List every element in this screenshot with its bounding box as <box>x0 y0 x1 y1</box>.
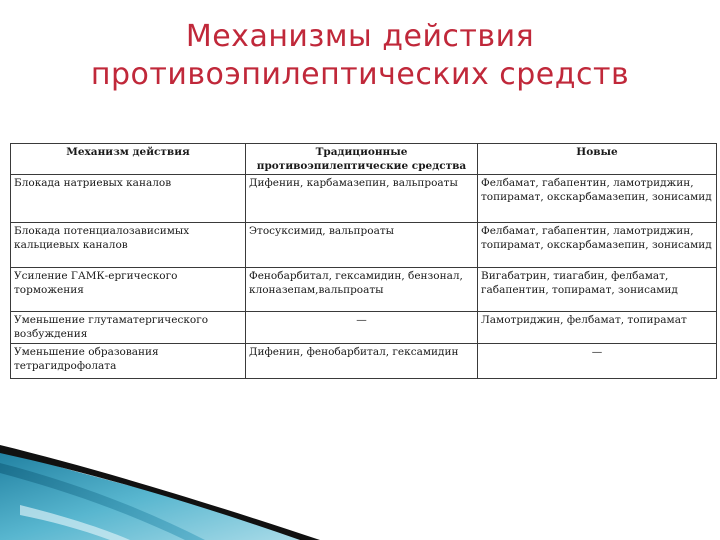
cell-new: Вигабатрин, тиагабин, фелбамат, габапентин, топирамат, зонисамид <box>478 267 717 311</box>
header-mechanism: Механизм действия <box>11 144 246 175</box>
title-line-1: Механизмы действия <box>185 19 535 54</box>
table-row <box>11 175 717 223</box>
cell-mechanism: Блокада потенциалозависимых кальциевых каналов <box>11 223 246 267</box>
cell-traditional: Этосуксимид, вальпроаты <box>246 223 478 267</box>
cell-new: Фелбамат, габапентин, ламотриджин, топирамат, окскарбамазепин, зонисамид <box>478 175 717 223</box>
table-row <box>11 223 717 267</box>
cell-new: Ламотриджин, фелбамат, топирамат <box>478 311 717 344</box>
header-new: Новые <box>478 144 717 175</box>
cell-new: Фелбамат, габапентин, ламотриджин, топирамат, окскарбамазепин, зонисамид <box>478 223 717 267</box>
cell-traditional: Дифенин, карбамазепин, вальпроаты <box>246 175 478 223</box>
header-traditional: Традиционные противоэпилептические средства <box>246 144 478 175</box>
cell-new: — <box>478 344 717 379</box>
table-row <box>11 344 717 379</box>
cell-mechanism: Уменьшение глутаматергического возбуждения <box>11 311 246 344</box>
cell-mechanism: Уменьшение образования тетрагидрофолата <box>11 344 246 379</box>
mechanism-table <box>10 143 717 379</box>
cell-mechanism: Усиление ГАМК-ергического торможения <box>11 267 246 311</box>
mechanism-table-container <box>10 143 716 379</box>
cell-traditional: Дифенин, фенобарбитал, гексамидин <box>246 344 478 379</box>
cell-traditional: Фенобарбитал, гексамидин, бензонал, клоназепам,вальпроаты <box>246 267 478 311</box>
cell-traditional: — <box>246 311 478 344</box>
slide-title <box>20 18 700 94</box>
teal-wave-decoration-icon <box>0 445 320 540</box>
table-row <box>11 267 717 311</box>
table-row <box>11 311 717 344</box>
table-header-row <box>11 144 717 175</box>
title-line-2: противоэпилептических средств <box>90 57 630 92</box>
cell-mechanism: Блокада натриевых каналов <box>11 175 246 223</box>
